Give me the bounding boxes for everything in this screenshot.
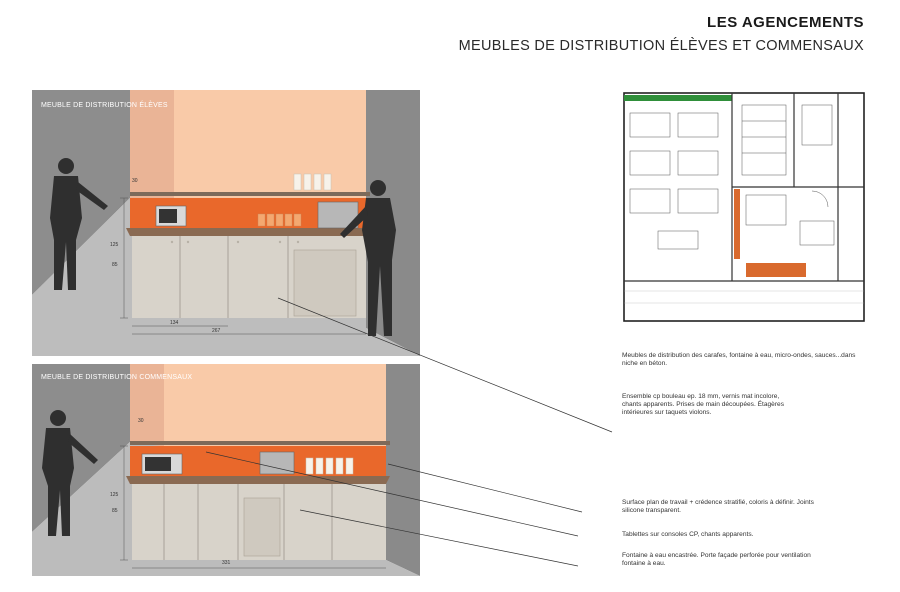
dim-width-total: 267 xyxy=(212,328,221,334)
note-tablettes: Tablettes sur consoles CP, chants apparents. xyxy=(622,531,754,538)
dim-shelf: 30 xyxy=(132,178,138,184)
dim-height-total-b: 125 xyxy=(110,492,119,498)
render-label-commensaux: MEUBLE DE DISTRIBUTION COMMENSAUX xyxy=(41,374,193,381)
note-distribution: Meubles de distribution des carafes, fontaine à eau, micro-ondes, sauces...dans niche en béton. xyxy=(622,352,856,367)
note-cp-bouleau: Ensemble cp bouleau ep. 18 mm, vernis mat incolore, chants apparents. Prises de main découpées. Étagères intérieures sur taquets violons. xyxy=(622,393,785,416)
render-label-eleves: MEUBLE DE DISTRIBUTION ÉLÈVES xyxy=(41,102,168,109)
note-fontaine: Fontaine à eau encastrée. Porte façade perforée pour ventilation fontaine à eau. xyxy=(622,552,811,567)
dim-height-total: 125 xyxy=(110,242,119,248)
page-title: LES AGENCEMENTS xyxy=(707,14,864,31)
dim-height-counter: 85 xyxy=(112,262,118,268)
page-subtitle: MEUBLES DE DISTRIBUTION ÉLÈVES ET COMMENSAUX xyxy=(458,38,864,54)
dim-width-a: 134 xyxy=(170,320,179,326)
dim-height-counter-b: 85 xyxy=(112,508,118,514)
dim-shelf-b: 30 xyxy=(138,418,144,424)
dim-width-total-b: 331 xyxy=(222,560,231,566)
note-plan-travail: Surface plan de travail + crédence stratifié, coloris à définir. Joints silicone transparent. xyxy=(622,499,814,514)
